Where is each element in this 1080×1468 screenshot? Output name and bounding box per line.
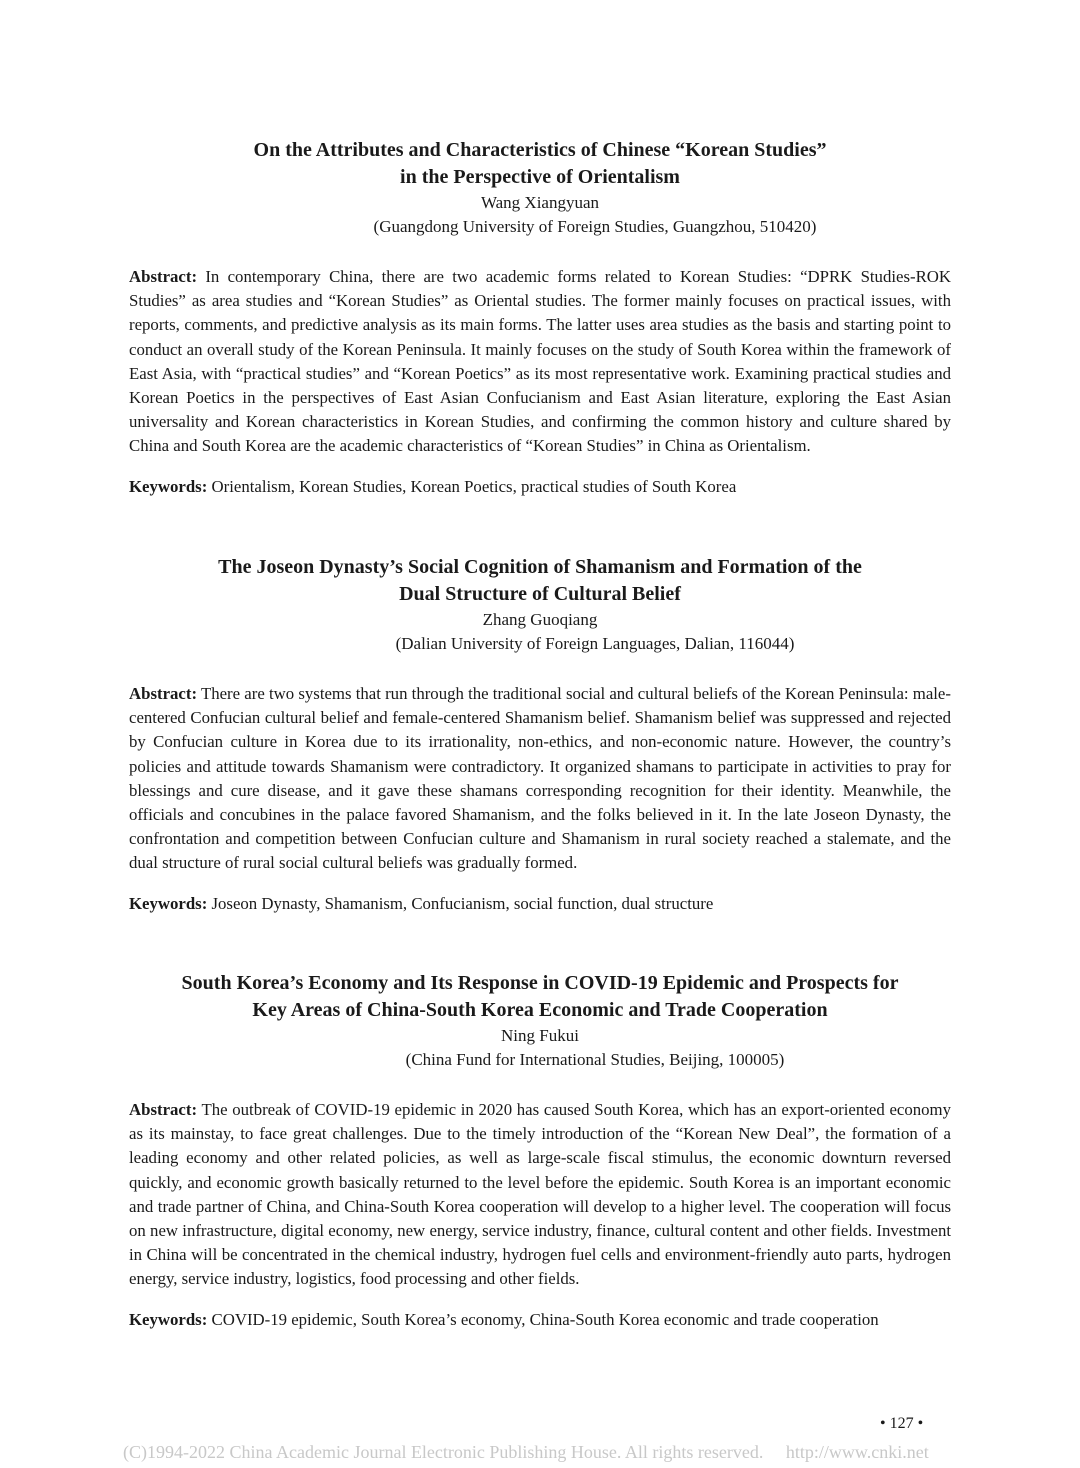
copyright-watermark — [123, 1440, 953, 1464]
author-name: Ning Fukui — [501, 1026, 579, 1045]
keywords-label: Keywords: — [129, 894, 208, 914]
copyright-text: (C)1994-2022 China Academic Journal Electronic Publishing House. All rights reserved. — [123, 1442, 764, 1462]
abstract — [129, 1098, 951, 1292]
author-affiliation: (Guangdong University of Foreign Studies, Guangzhou, 510420) — [373, 217, 817, 236]
article-title — [129, 554, 951, 608]
article-title — [129, 970, 951, 1024]
article-3 — [129, 970, 951, 1333]
keywords-label: Keywords: — [129, 1310, 208, 1330]
title-line-1: The Joseon Dynasty’s Social Cognition of Shamanism and Formation of the — [218, 556, 862, 578]
abstract-text: In contemporary China, there are two academic forms related to Korean Studies: “DPRK Studies-ROK Studies” as area studies and “Korean Studies” as Oriental studies. The former mainly focuses on practical issues, with reports, comments, and predictive analysis as its main forms. The latter uses area studies as the basis and starting point to conduct an overall study of the Korean Peninsula. It mainly focuses on the study of South Korea within the framework of East Asia, with “practical studies” and “Korean Poetics” as its most representative work. Examining practical studies and Korean Poetics in the perspectives of East Asian Confucianism and East Asian literature, exploring the East Asian universality and Korean characteristics in Korean Studies, and confirming the common history and culture shared by China and South Korea are the academic characteristics of “Korean Studies” in China as Orientalism. — [129, 267, 952, 456]
title-line-2: Key Areas of China-South Korea Economic and Trade Cooperation — [252, 999, 828, 1021]
abstract-text: The outbreak of COVID-19 epidemic in 2020 has caused South Korea, which has an export-oriented economy as its mainstay, to face great challenges. Due to the timely introduction of the “Korean New Deal”, the formation of a leading economy and other related policies, as well as large-scale fiscal stimulus, the economic downturn reversed quickly, and economic growth basically returned to the level before the epidemic. South Korea is an important economic and trade partner of China, and China-South Korea cooperation will develop to a higher level. The cooperation will focus on new infrastructure, digital economy, new energy, service industry, finance, cultural content and other fields. Investment in China will be concentrated in the chemical industry, hydrogen fuel cells and environment-friendly auto parts, hydrogen energy, service industry, logistics, food processing and other fields. — [129, 1100, 951, 1289]
cnki-link[interactable]: http://www.cnki.net — [785, 1442, 929, 1462]
article-title — [129, 137, 951, 191]
author-name: Zhang Guoqiang — [482, 610, 598, 629]
abstract — [129, 265, 951, 459]
keywords-text: COVID-19 epidemic, South Korea’s economy, China-South Korea economic and trade cooperation — [211, 1310, 879, 1330]
title-line-1: South Korea’s Economy and Its Response in COVID-19 Epidemic and Prospects for — [181, 972, 899, 994]
abstract-label: Abstract: — [129, 267, 198, 286]
keywords-text: Orientalism, Korean Studies, Korean Poetics, practical studies of South Korea — [211, 477, 737, 497]
title-line-2: Dual Structure of Cultural Belief — [399, 583, 681, 605]
keywords — [129, 1308, 951, 1332]
keywords — [129, 892, 951, 916]
page-number: • 127 • — [880, 1415, 924, 1432]
title-line-1: On the Attributes and Characteristics of Chinese “Korean Studies” — [253, 139, 827, 161]
author-name: Wang Xiangyuan — [480, 193, 600, 212]
title-line-2: in the Perspective of Orientalism — [400, 166, 680, 188]
abstract-text: There are two systems that run through the traditional social and cultural beliefs of the Korean Peninsula: male-centered Confucian cultural belief and female-centered Shamanism belief. Shamanism belief was suppressed and rejected by Confucian culture in Korea due to its irrationality, non-ethics, and non-economic nature. However, the country’s policies and attitude towards Shamanism were contradictory. It organized shamans to participate in activities to pray for blessings and cure disease, and it gave these shamans corresponding recognition for their identity. Meanwhile, the officials and concubines in the palace favored Shamanism, and the folks believed in it. In the late Joseon Dynasty, the confrontation and competition between Confucian culture and Shamanism in rural society reached a stalemate, and the dual structure of rural social cultural beliefs was gradually formed. — [129, 684, 951, 873]
keywords-label: Keywords: — [129, 477, 208, 497]
article-1 — [129, 137, 951, 500]
author-affiliation: (China Fund for International Studies, Beijing, 100005) — [405, 1050, 785, 1069]
article-2 — [129, 554, 951, 917]
abstract-label: Abstract: — [129, 684, 198, 703]
abstract — [129, 682, 951, 876]
abstract-label: Abstract: — [129, 1100, 198, 1119]
keywords — [129, 475, 951, 499]
keywords-text: Joseon Dynasty, Shamanism, Confucianism, social function, dual structure — [211, 894, 714, 914]
author-affiliation: (Dalian University of Foreign Languages, Dalian, 116044) — [395, 634, 795, 653]
